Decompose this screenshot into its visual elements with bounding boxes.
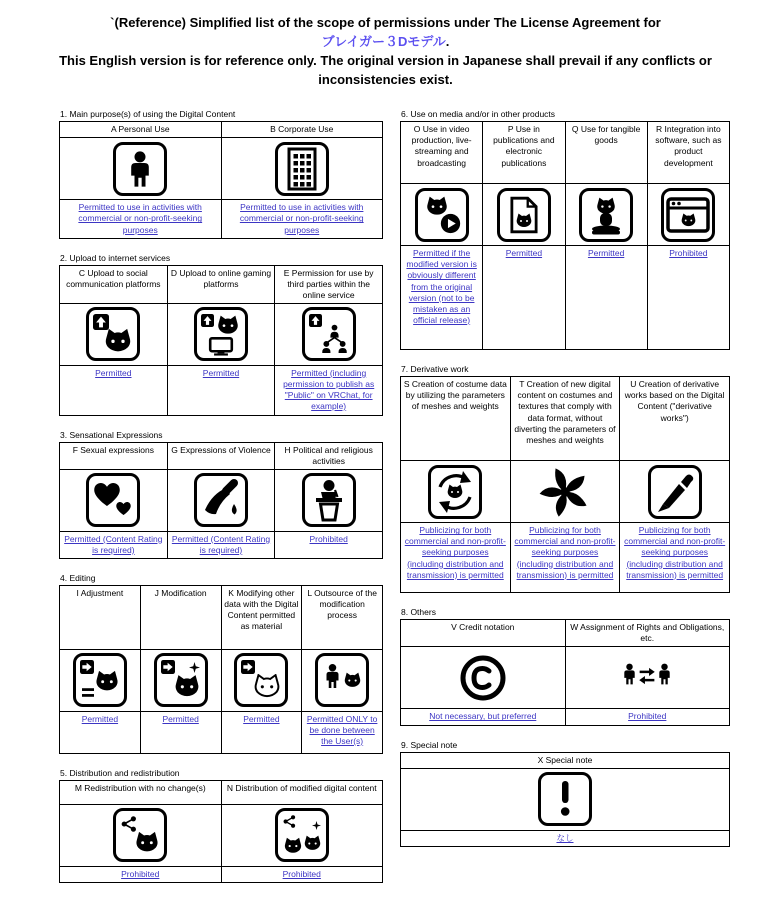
permission-cell-x: なし bbox=[401, 830, 730, 846]
permission-cell-j: Permitted bbox=[140, 711, 221, 753]
section-5-distribution bbox=[59, 768, 383, 883]
section-3-sensational bbox=[59, 430, 383, 559]
copyright-icon bbox=[403, 654, 563, 702]
header-cell-q: Q Use for tangible goods bbox=[565, 122, 647, 184]
icon-cell-s bbox=[401, 461, 511, 523]
icon-cell-f bbox=[60, 469, 168, 531]
icon-cell-v bbox=[401, 647, 566, 709]
adjustment-icon bbox=[73, 653, 127, 707]
section-label: 2. Upload to internet services bbox=[60, 252, 171, 263]
permission-cell-w: Prohibited bbox=[565, 709, 730, 725]
header-cell-k: K Modifying other data with the Digital Content permitted as material bbox=[221, 585, 302, 649]
icon-cell-e bbox=[275, 303, 383, 365]
header-cell-i: I Adjustment bbox=[60, 585, 141, 649]
header-cell-j: J Modification bbox=[140, 585, 221, 649]
modify-other-data-icon bbox=[234, 653, 288, 707]
icon-cell-b bbox=[221, 138, 383, 200]
tangible-goods-icon bbox=[579, 188, 633, 242]
header-cell-o: O Use in video production, live-streaming and broadcasting bbox=[401, 122, 483, 184]
icon-cell-i bbox=[60, 649, 141, 711]
section-label: 3. Sensational Expressions bbox=[60, 429, 163, 440]
permission-table-1 bbox=[59, 121, 383, 238]
distribute-modified-icon bbox=[275, 808, 329, 862]
icon-cell-j bbox=[140, 649, 221, 711]
exclamation-icon bbox=[538, 772, 592, 826]
permission-cell-i: Permitted bbox=[60, 711, 141, 753]
header-cell-g: G Expressions of Violence bbox=[167, 442, 275, 469]
section-1-main-purpose bbox=[59, 109, 383, 238]
costume-data-icon bbox=[428, 465, 482, 519]
header-cell-v: V Credit notation bbox=[401, 620, 566, 647]
header-cell-m: M Redistribution with no change(s) bbox=[60, 780, 222, 804]
icon-cell-r bbox=[647, 184, 729, 246]
permission-cell-f: Permitted (Content Rating is required) bbox=[60, 531, 168, 558]
permission-cell-b: Permitted to use in activities with commercial or non-profit-seeking purposes bbox=[221, 200, 383, 238]
icon-cell-h bbox=[275, 469, 383, 531]
permission-cell-e: Permitted (including permission to publish as "Public" on VRChat, for example) bbox=[275, 365, 383, 415]
icon-cell-q bbox=[565, 184, 647, 246]
left-column bbox=[59, 109, 383, 897]
section-7-derivative bbox=[400, 364, 730, 593]
modification-icon bbox=[154, 653, 208, 707]
icon-cell-l bbox=[302, 649, 383, 711]
icon-cell-t bbox=[510, 461, 620, 523]
section-label: 6. Use on media and/or in other products bbox=[401, 109, 556, 120]
permission-cell-h: Prohibited bbox=[275, 531, 383, 558]
icon-cell-a bbox=[60, 138, 222, 200]
derivative-works-icon bbox=[648, 465, 702, 519]
header-cell-t: T Creation of new digital content on costumes and textures that comply with data format, without diverting the parameters of meshes and weights bbox=[510, 377, 620, 461]
header-cell-s: S Creation of costume data by utilizing the parameters of meshes and weights bbox=[401, 377, 511, 461]
header-cell-x: X Special note bbox=[401, 752, 730, 768]
header-cell-p: P Use in publications and electronic publications bbox=[483, 122, 565, 184]
software-integration-icon bbox=[661, 188, 715, 242]
permission-cell-a: Permitted to use in activities with commercial or non-profit-seeking purposes bbox=[60, 200, 222, 238]
podium-speech-icon bbox=[302, 473, 356, 527]
header-cell-e: E Permission for use by third parties within the online service bbox=[275, 265, 383, 303]
header-cell-b: B Corporate Use bbox=[221, 122, 383, 138]
title-line-1: `(Reference) Simplified list of the scope of permissions under The License Agreement for bbox=[110, 15, 661, 30]
section-label: 5. Distribution and redistribution bbox=[60, 767, 180, 778]
title-line-2: This English version is for reference only. The original version in Japanese shall prevail if any conflicts or inconsistencies exist. bbox=[59, 52, 712, 87]
content-columns bbox=[0, 109, 771, 897]
section-label: 7. Derivative work bbox=[401, 364, 469, 375]
permission-cell-o: Permitted if the modified version is obviously different from the original version (not to be mistaken as an official release) bbox=[401, 246, 483, 350]
section-9-special-note bbox=[400, 740, 730, 847]
icon-cell-p bbox=[483, 184, 565, 246]
video-production-icon bbox=[415, 188, 469, 242]
title-model-name: ブレイガー３Dモデル. bbox=[321, 33, 450, 49]
icon-cell-w bbox=[565, 647, 730, 709]
permission-table-6 bbox=[400, 121, 730, 350]
permission-cell-n: Prohibited bbox=[221, 866, 383, 882]
upload-gaming-icon bbox=[194, 307, 248, 361]
texture-creation-icon bbox=[513, 466, 618, 518]
header-cell-n: N Distribution of modified digital content bbox=[221, 780, 383, 804]
icon-cell-k bbox=[221, 649, 302, 711]
section-2-upload bbox=[59, 253, 383, 416]
header-cell-w: W Assignment of Rights and Obligations, etc. bbox=[565, 620, 730, 647]
hearts-icon bbox=[86, 473, 140, 527]
permission-table-2 bbox=[59, 265, 383, 416]
permission-cell-l: Permitted ONLY to be done between the User(s) bbox=[302, 711, 383, 753]
permission-table-5 bbox=[59, 780, 383, 883]
header-cell-f: F Sexual expressions bbox=[60, 442, 168, 469]
knife-icon bbox=[194, 473, 248, 527]
document-title bbox=[0, 0, 771, 89]
permission-cell-t: Publicizing for both commercial and non-profit-seeking purposes (including distribution and transmission) is permitted bbox=[510, 523, 620, 593]
permission-table-8 bbox=[400, 619, 730, 725]
permission-cell-c: Permitted bbox=[60, 365, 168, 415]
section-4-editing bbox=[59, 573, 383, 754]
section-label: 8. Others bbox=[401, 607, 436, 618]
section-6-media bbox=[400, 109, 730, 350]
icon-cell-u bbox=[620, 461, 730, 523]
header-cell-h: H Political and religious activities bbox=[275, 442, 383, 469]
header-cell-c: C Upload to social communication platforms bbox=[60, 265, 168, 303]
section-label: 1. Main purpose(s) of using the Digital Content bbox=[60, 109, 236, 120]
header-cell-a: A Personal Use bbox=[60, 122, 222, 138]
icon-cell-n bbox=[221, 804, 383, 866]
icon-cell-c bbox=[60, 303, 168, 365]
permission-table-4 bbox=[59, 585, 383, 754]
permission-cell-r: Prohibited bbox=[647, 246, 729, 350]
permission-cell-p: Permitted bbox=[483, 246, 565, 350]
permission-cell-v: Not necessary, but preferred bbox=[401, 709, 566, 725]
header-cell-r: R Integration into software, such as product development bbox=[647, 122, 729, 184]
permission-cell-q: Permitted bbox=[565, 246, 647, 350]
permission-cell-g: Permitted (Content Rating is required) bbox=[167, 531, 275, 558]
outsource-icon bbox=[315, 653, 369, 707]
permission-cell-s: Publicizing for both commercial and non-profit-seeking purposes (including distribution and transmission) is permitted bbox=[401, 523, 511, 593]
permission-cell-k: Permitted bbox=[221, 711, 302, 753]
icon-cell-x bbox=[401, 768, 730, 830]
permission-table-3 bbox=[59, 442, 383, 559]
right-column bbox=[400, 109, 730, 897]
permission-table-7 bbox=[400, 376, 730, 593]
icon-cell-m bbox=[60, 804, 222, 866]
section-8-others bbox=[400, 607, 730, 725]
redistribution-icon bbox=[113, 808, 167, 862]
icon-cell-d bbox=[167, 303, 275, 365]
header-cell-l: L Outsource of the modification process bbox=[302, 585, 383, 649]
corporate-building-icon bbox=[275, 142, 329, 196]
rights-assignment-icon bbox=[568, 657, 728, 699]
icon-cell-o bbox=[401, 184, 483, 246]
icon-cell-g bbox=[167, 469, 275, 531]
upload-social-icon bbox=[86, 307, 140, 361]
section-label: 9. Special note bbox=[401, 739, 458, 750]
permission-cell-m: Prohibited bbox=[60, 866, 222, 882]
third-party-use-icon bbox=[302, 307, 356, 361]
permission-cell-u: Publicizing for both commercial and non-profit-seeking purposes (including distribution and transmission) is permitted bbox=[620, 523, 730, 593]
header-cell-d: D Upload to online gaming platforms bbox=[167, 265, 275, 303]
header-cell-u: U Creation of derivative works based on the Digital Content ("derivative works") bbox=[620, 377, 730, 461]
permission-cell-d: Permitted bbox=[167, 365, 275, 415]
person-icon bbox=[113, 142, 167, 196]
section-label: 4. Editing bbox=[60, 572, 96, 583]
permission-table-9 bbox=[400, 752, 730, 847]
publication-icon bbox=[497, 188, 551, 242]
